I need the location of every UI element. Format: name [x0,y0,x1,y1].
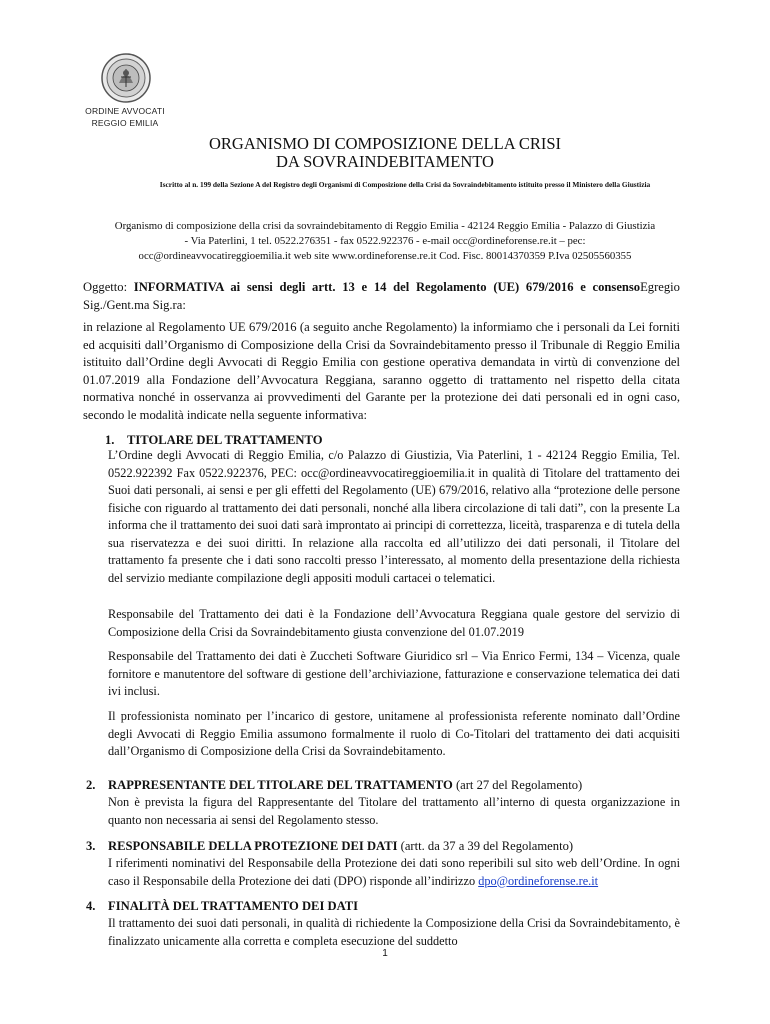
organization-name-line2: REGGIO EMILIA [91,118,159,128]
subject-title: INFORMATIVA ai sensi degli artt. 13 e 14 del Regolamento (UE) 679/2016 e consenso [133,280,641,294]
section-paragraph: Responsabile del Trattamento dei dati è Zuccheti Software Giuridico srl – Via Enrico Fermi, 134 – Vicenza, quale fornitore e manutentore del software di gestione dell’archiviazione, fatturazione e conservazione telematica dei dati ivi inclusi. [108,649,680,698]
dpo-email-link[interactable]: dpo@ordineforense.re.it [478,873,599,888]
intro-paragraph: in relazione al Regolamento UE 679/2016 (a seguito anche Regolamento) la informiamo che i personali da Lei forniti ed acquisiti dall’Organismo di Composizione della Crisi da Sovraindebitamento presso il Tribunale di Reggio Emilia istituito dall’Ordine degli Avvocati di Reggio Emilia con gestione operativa demandata in virtù di convenzione del 01.07.2019 alla Fondazione dell’Avvocatura Reggiana, saranno oggetto di trattamento nel rispetto della citata normativa nonché in osservanza ai provvedimenti del Garante per la protezione dei dati personali ed in ogni caso, secondo le modalità indicate nella seguente informativa: [83,320,680,422]
section-paragraph: L’Ordine degli Avvocati di Reggio Emilia, c/o Palazzo di Giustizia, Via Paterlini, 1 - 42124 Reggio Emilia, Tel. 0522.922392 Fax 0522.922376, PEC: occ@ordineavvocatireggioemilia.it in qualità di Titolare del trattamento dei Suoi dati personali, ai sensi e per gli effetti del Regolamento (UE) 679/2016, relativo alla “protezione delle persone fisiche con riguardo al trattamento dei dati personali, nonché alla libera circolazione di tali dati”, con la presente La informa che il trattamento dei suoi dati sarà improntato ai principi di correttezza, liceità, trasparenza e di tutela della sua riservatezza e dei suoi diritti. In relazione alla raccolta ed all’utilizzo dei dati personali, il Titolare del trattamento fa presente che i dati sono raccolti presso l’interessato, al momento della presentazione della richiesta del servizio mediante compilazione degli appositi moduli cartacei o telematici. [108,448,680,585]
section-heading [86,898,358,915]
section-title: RESPONSABILE DELLA PROTEZIONE DEI DATI [108,839,398,853]
section-paragraph: Il professionista nominato per l’incarico di gestore, unitamene al professionista referente nominato dall’Ordine degli Avvocati di Reggio Emilia assumono formalmente il ruolo di Co-Titolari del trattamento dei dati acquisiti dall’Organismo di Composizione della Crisi da Sovraindebitamento. [108,709,680,758]
address-line: - Via Paterlini, 1 tel. 0522.276351 - fax 0522.922376 - e-mail occ@ordineforense.re.it – pec: [184,235,586,247]
section-number: 1. [105,433,115,447]
section-number: 3. [86,839,96,853]
document-title-line1: ORGANISMO DI COMPOSIZIONE DELLA CRISI [208,134,561,153]
subject-line [83,279,680,314]
organization-name-line1: ORDINE AVVOCATI [85,106,165,116]
section-title: RAPPRESENTANTE DEL TITOLARE DEL TRATTAMENTO [108,778,453,792]
address-line: Organismo di composizione della crisi da sovraindebitamento di Reggio Emilia - 42124 Reggio Emilia - Palazzo di Giustizia [114,220,656,232]
section-note: (artt. da 37 a 39 del Regolamento) [397,839,574,853]
registry-note: Iscritto al n. 199 della Sezione A del Registro degli Organismi di Composizione della Crisi da Sovraindebitamento istituito presso il Ministero della Giustizia [159,180,651,189]
section-paragraph: Non è prevista la figura del Rappresentante del Titolare del trattamento all’interno di questa organizzazione in quanto non necessaria ai sensi del Regolamento stesso. [108,795,680,827]
section-title: FINALITÀ DEL TRATTAMENTO DEI DATI [108,899,359,913]
section-note: (art 27 del Regolamento) [452,778,583,792]
bar-association-seal-icon [101,53,151,103]
document-title-line2: DA SOVRAINDEBITAMENTO [276,152,494,171]
section-heading [86,777,582,794]
section-number: 2. [86,778,96,792]
section-paragraph [108,855,680,890]
subject-prefix: Oggetto: [83,280,134,294]
section-heading [86,838,573,855]
salutation: Egregio Sig./Gent.ma Sig.ra: [83,280,680,312]
address-block [80,219,690,264]
section-paragraph-text: I riferimenti nominativi del Responsabile della Protezione dei dati sono reperibili sul sito web dell’Ordine. In ogni caso il Responsabile della Protezione dei dati (DPO) risponde all’indirizzo [108,856,680,888]
section-paragraph: Il trattamento dei suoi dati personali, in qualità di richiedente la Composizione della Crisi da Sovraindebitamento, è finalizzato unicamente alla corretta e completa esecuzione del suddetto [108,916,680,948]
section-number: 4. [86,899,96,913]
address-line: occ@ordineavvocatireggioemilia.it web site www.ordineforense.re.it Cod. Fisc. 80014370359 P.Iva 02505560355 [138,250,632,262]
section-title: TITOLARE DEL TRATTAMENTO [127,433,323,447]
section-paragraph: Responsabile del Trattamento dei dati è la Fondazione dell’Avvocatura Reggiana quale gestore del servizio di Composizione della Crisi da Sovraindebitamento giusta convenzione del 01.07.2019 [108,607,680,639]
page-number: 1 [382,948,388,959]
